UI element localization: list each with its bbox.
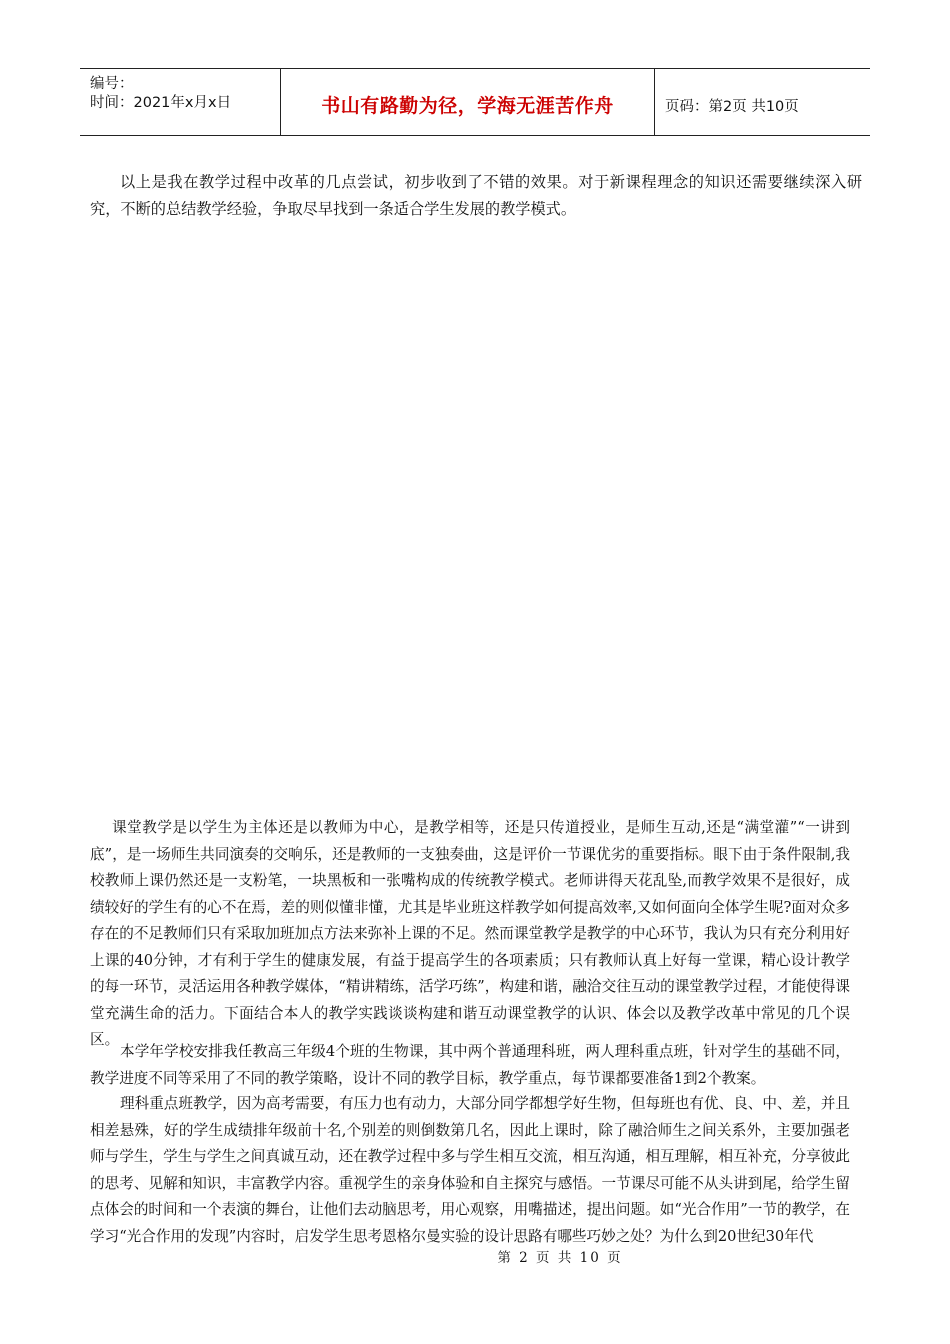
paragraph-key-class-teaching: 理科重点班教学，因为高考需要，有压力也有动力，大部分同学都想学好生物，但每班也有优、良、中、差，并且相差悬殊，好的学生成绩排年级前十名,个别差的则倒数第几名，因此上课时，除了融洽师生之间关系外，主要加强老师与学生，学生与学生之间真诚互动，还在教学过程中多与学生相互交流，相互沟通，相互理解，相互补充，分享彼此的思考、见解和知识，丰富教学内容。重视学生的亲身体验和自主探究与感悟。一节课尽可能不从头讲到尾，给学生留点体会的时间和一个表演的舞台，让他们去动脑思考，用心观察，用嘴描述，提出问题。如“光合作用”一节的教学，在学习“光合作用的发现”内容时，启发学生思考恩格尔曼实验的设计思路有哪些巧妙之处？为什么到20世纪30年代 bbox=[90, 1095, 850, 1245]
serial-number-label: 编号： bbox=[90, 76, 134, 92]
paragraph-class-assignment: 本学年学校安排我任教高三年级4个班的生物课，其中两个普通理科班，两人理科重点班，针对学生的基础不同，教学进度不同等采用了不同的教学策略，设计不同的教学目标，教学重点，每节课都要准备1到2个教案。 bbox=[90, 1043, 850, 1087]
page-footer: 第 2 页 共 10 页 bbox=[497, 1250, 623, 1266]
paragraph-classroom-teaching: 课堂教学是以学生为主体还是以教师为中心，是教学相等，还是只传道授业，是师生互动,还是“满堂灌”“一讲到底”，是一场师生共同演奏的交响乐，还是教师的一支独奏曲，这是评价一节课优劣的重要指标。眼下由于条件限制,我校教师上课仍然还是一支粉笔，一块黑板和一张嘴构成的传统教学模式。老师讲得天花乱坠,而教学效果不是很好，成绩较好的学生有的心不在焉，差的则似懂非懂，尤其是毕业班这样教学如何提高效率,又如何面向全体学生呢?面对众多存在的不足教师们只有采取加班加点方法来弥补上课的不足。然而课堂教学是教学的中心环节，我认为只有充分利用好上课的40分钟，才有利于学生的健康发展，有益于提高学生的各项素质；只有教师认真上好每一堂课，精心设计教学的每一环节，灵活运用各种教学媒体，“精讲精练，活学巧练”，构建和谐，融洽交往互动的课堂教学过程，才能使得课堂充满生命的活力。下面结合本人的教学实践谈谈构建和谐互动课堂教学的认识、体会以及教学改革中常见的几个误区。 bbox=[90, 819, 850, 1048]
header-left-cell bbox=[80, 69, 281, 135]
header-motto-cell bbox=[281, 69, 655, 135]
header-motto: 书山有路勤为径，学海无涯苦作舟 bbox=[321, 95, 614, 117]
header-page-cell bbox=[655, 69, 870, 135]
document-header bbox=[80, 68, 870, 136]
paragraph-conclusion: 以上是我在教学过程中改革的几点尝试，初步收到了不错的效果。对于新课程理念的知识还需要继续深入研究，不断的总结教学经验，争取尽早找到一条适合学生发展的教学模式。 bbox=[90, 173, 862, 218]
date-label: 时间：2021年x月x日 bbox=[90, 95, 232, 111]
header-page-info: 页码：第2页 共10页 bbox=[665, 99, 799, 115]
